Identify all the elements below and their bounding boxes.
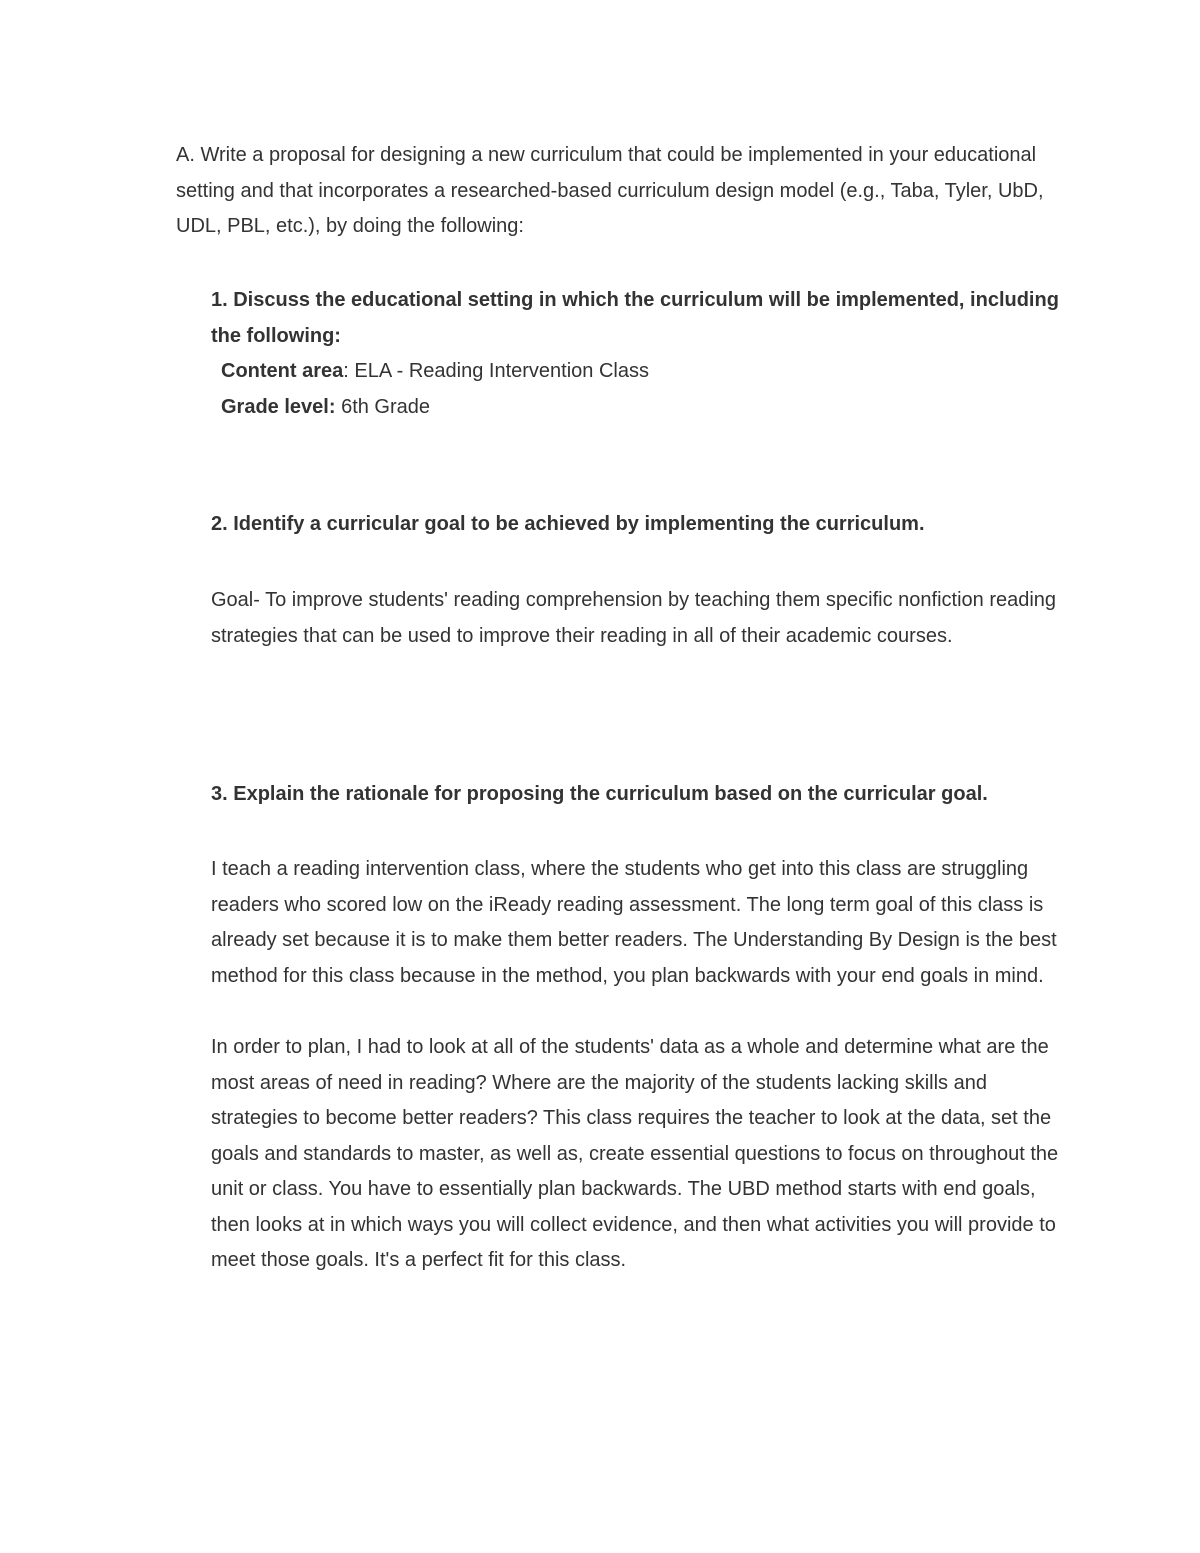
- goal-paragraph: Goal- To improve students' reading comprehension by teaching them specific nonfiction reading strategies that can be used to improve their reading in all of their academic courses.: [211, 589, 1057, 647]
- grade-level-field: [221, 390, 430, 426]
- grade-level-value: 6th Grade: [335, 396, 431, 418]
- section-1-heading: 1. Discuss the educational setting in which the curriculum will be implemented, including the following:: [211, 289, 1059, 347]
- content-area-value: : ELA - Reading Intervention Class: [343, 360, 649, 382]
- grade-level-label: Grade level:: [221, 396, 336, 418]
- rationale-paragraph-1: I teach a reading intervention class, where the students who get into this class are struggling readers who scored low on the iReady reading assessment. The long term goal of this class is already set because it is to make them better readers. The Understanding By Design is the best method for this class because in the method, you plan backwards with your end goals in mind.: [211, 858, 1057, 987]
- content-area-label: Content area: [221, 360, 344, 382]
- section-2-heading: 2. Identify a curricular goal to be achieved by implementing the curriculum.: [211, 513, 925, 535]
- content-area-field: [221, 354, 649, 390]
- rationale-paragraph-2: In order to plan, I had to look at all of the students' data as a whole and determine what are the most areas of need in reading? Where are the majority of the students lacking skills and strategies to become better readers? This class requires the teacher to look at the data, set the goals and standards to master, as well as, create essential questions to focus on throughout the unit or class. You have to essentially plan backwards. The UBD method starts with end goals, then looks at in which ways you will collect evidence, and then what activities you will provide to meet those goals. It's a perfect fit for this class.: [211, 1036, 1059, 1271]
- section-3-heading: 3. Explain the rationale for proposing the curriculum based on the curricular goal.: [211, 783, 988, 805]
- intro-paragraph: A. Write a proposal for designing a new curriculum that could be implemented in your educational setting and that incorporates a researched-based curriculum design model (e.g., Taba, Tyler, UbD, UDL, PBL, etc.), by doing the following:: [176, 144, 1044, 237]
